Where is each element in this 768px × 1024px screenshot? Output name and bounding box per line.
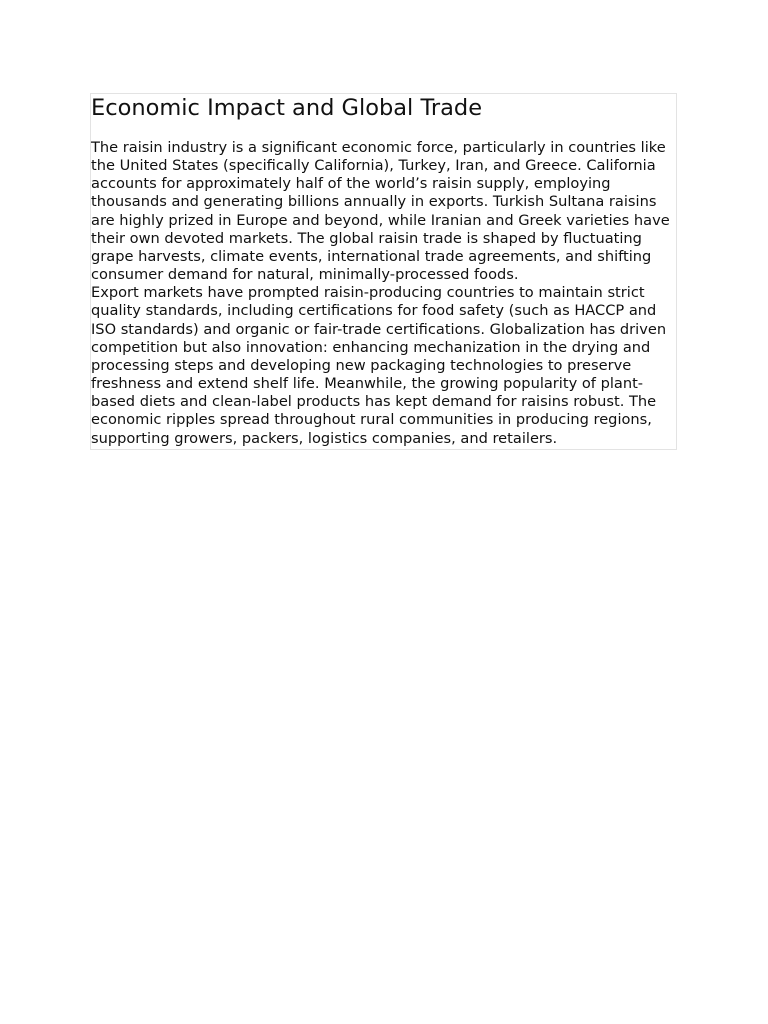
- paragraph-economic-force: The raisin industry is a significant economic force, particularly in countries like the United States (specifically California), Turkey, Iran, and Greece. California accounts for approximately half of the world’s raisin supply, employing thousands and generating billions annually in exports. Turkish Sultana raisins are highly prized in Europe and beyond, while Iranian and Greek varieties have their own devoted markets. The global raisin trade is shaped by fluctuating grape harvests, climate events, international trade agreements, and shifting consumer demand for natural, minimally-processed foods.: [91, 139, 670, 284]
- paragraph-export-markets: Export markets have prompted raisin-producing countries to maintain strict quality standards, including certifications for food safety (such as HACCP and ISO standards) and organic or fair-trade certifications. Globalization has driven competition but also innovation: enhancing mechanization in the drying and processing steps and developing new packaging technologies to preserve freshness and extend shelf life. Meanwhile, the growing popularity of plant-based diets and clean-label products has kept demand for raisins robust. The economic ripples spread throughout rural communities in producing regions, supporting growers, packers, logistics companies, and retailers.: [91, 284, 667, 447]
- section-title: Economic Impact and Global Trade: [91, 95, 483, 121]
- document-section: [90, 93, 677, 450]
- section-body: [91, 139, 676, 448]
